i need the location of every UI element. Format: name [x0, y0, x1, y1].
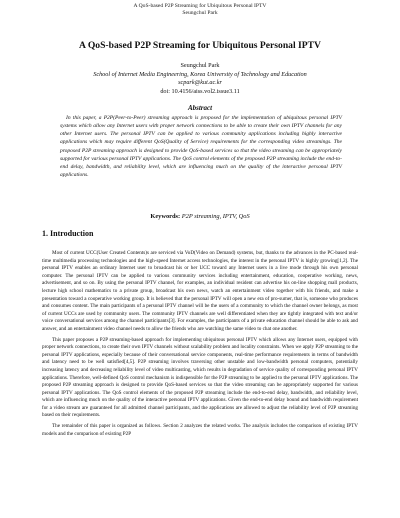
running-header-author: Seungchul Park — [182, 10, 218, 16]
keywords-text: P2P streaming, IPTV, QoS — [181, 213, 250, 220]
introduction-paragraph: The remainder of this paper is organized as follows. Section 2 analyzes the related works. The analysis includes the comparison of existing IPTV models and the comparison of existing P2P — [42, 423, 358, 437]
author-block — [40, 62, 360, 96]
doi: doi: 10.4156/aiss.vol2.issue3.11 — [160, 87, 240, 95]
introduction-paragraph: Most of current UCC(User Created Contents)s are serviced via VoD(Video on Demand) systems, but, thanks to the advances in the PC-based real-time multimedia processing technologies and the high-speed Internet access technologies, the interest in the personal IPTV is highly growing[1,2]. The personal IPTV enables an ordinary Internet user to broadcast his or her UCC toward any Internet users in a live mode through his own personal computer. The personal IPTV can be applied to various community services including entertainment, education, cooperative working, news, advertisement, and so on. By using the personal IPTV channel, for examples, an individual resident can advertise his on-line shopping mall products, lecture high school mathematics to a private group, broadcast his own news, watch an entertainment video together with his friends, and make a presentation toward a cooperative working group. It is believed that the personal IPTV will open a new era of pro-sumer, that is, someone who produces and consumes content. The main participants of a personal IPTV channel will be the users of a community to which the channel owner belongs, as most of current UCCs are used by community users. The community IPTV channels are well differentiated when they are tightly integrated with text and/or voice conversational services among the channel participants[3]. For examples, the participants of a private education channel should be able to ask and answer, and an entertainment video channel needs to allow the friends who are watching the same video to chat one another. — [42, 250, 358, 332]
keywords — [0, 213, 400, 221]
author-affiliation: School of Internet Media Engineering, Korea University of Technology and Education — [93, 70, 307, 78]
running-header-title: A QoS-based P2P Streaming for Ubiquitous Personal IPTV — [133, 3, 267, 9]
author-name: Seungchul Park — [180, 62, 220, 69]
abstract-text: In this paper, a P2P(Peer-to-Peer) streaming approach is proposed for the implementation of ubiquitous personal IPTV systems which allow any Internet users with proper network connections to be able to create their own IPTV channels for any other Internet users. The personal IPTV can be applied to various community applications including highly interactive applications which may require different QoS(Quality of Service) requirements for the corresponding video streamings. The proposed P2P streaming approach is designed to provide QoS-based services so that the video streaming can be appropriately supported for various personal IPTV applications. The QoS control elements of the proposed P2P streaming include the end-to-end delay, bandwidth, and reliability level, which are influencing much on the quality of the interactive personal IPTV applications. — [60, 115, 342, 179]
introduction-body — [42, 250, 358, 441]
abstract-heading: Abstract — [187, 104, 213, 112]
author-email[interactable]: scpark@kut.ac.kr — [178, 79, 222, 87]
introduction-paragraph: This paper proposes a P2P streaming-based approach for implementing ubiquitous personal IPTV which allows any Internet users, equipped with proper network connections, to create their own IPTV channels without scalability problem and locality constraints. When we apply P2P streaming to the personal IPTV applications, especially because of their conversational service components, real-time performance requirements in terms of bandwidth and latency need to be well satisfied[4,5]. P2P streaming involves traversing other unstable and low-bandwidth personal computers, potentially increasing latency and decreasing reliability level of video multicasting, which results in degradation of service quality of corresponding personal IPTV applications. Therefore, well-defined QoS control mechanism is indispensible for the P2P streaming to be applied to the personal IPTV applications. The proposed P2P streaming approach is designed to provide QoS-based services so that the video streaming can be appropriately supported for various personal IPTV applications. The QoS control elements of the proposed P2P streaming include the end-to-end delay, bandwidth, and reliability level, which are influencing much on the quality of the interactive personal IPTV applications. Given the end-to-end delay bound and bandwidth requirement for a video stream are guaranteed for all admitted channel participants, and the applications are allowed to adjust the reliability level of P2P streaming based on their requirements. — [42, 336, 358, 419]
keywords-label: Keywords: — [150, 213, 181, 220]
paper-title: A QoS-based P2P Streaming for Ubiquitous Personal IPTV — [79, 40, 321, 51]
section-heading-introduction: 1. Introduction — [42, 229, 94, 238]
running-header — [0, 3, 400, 17]
